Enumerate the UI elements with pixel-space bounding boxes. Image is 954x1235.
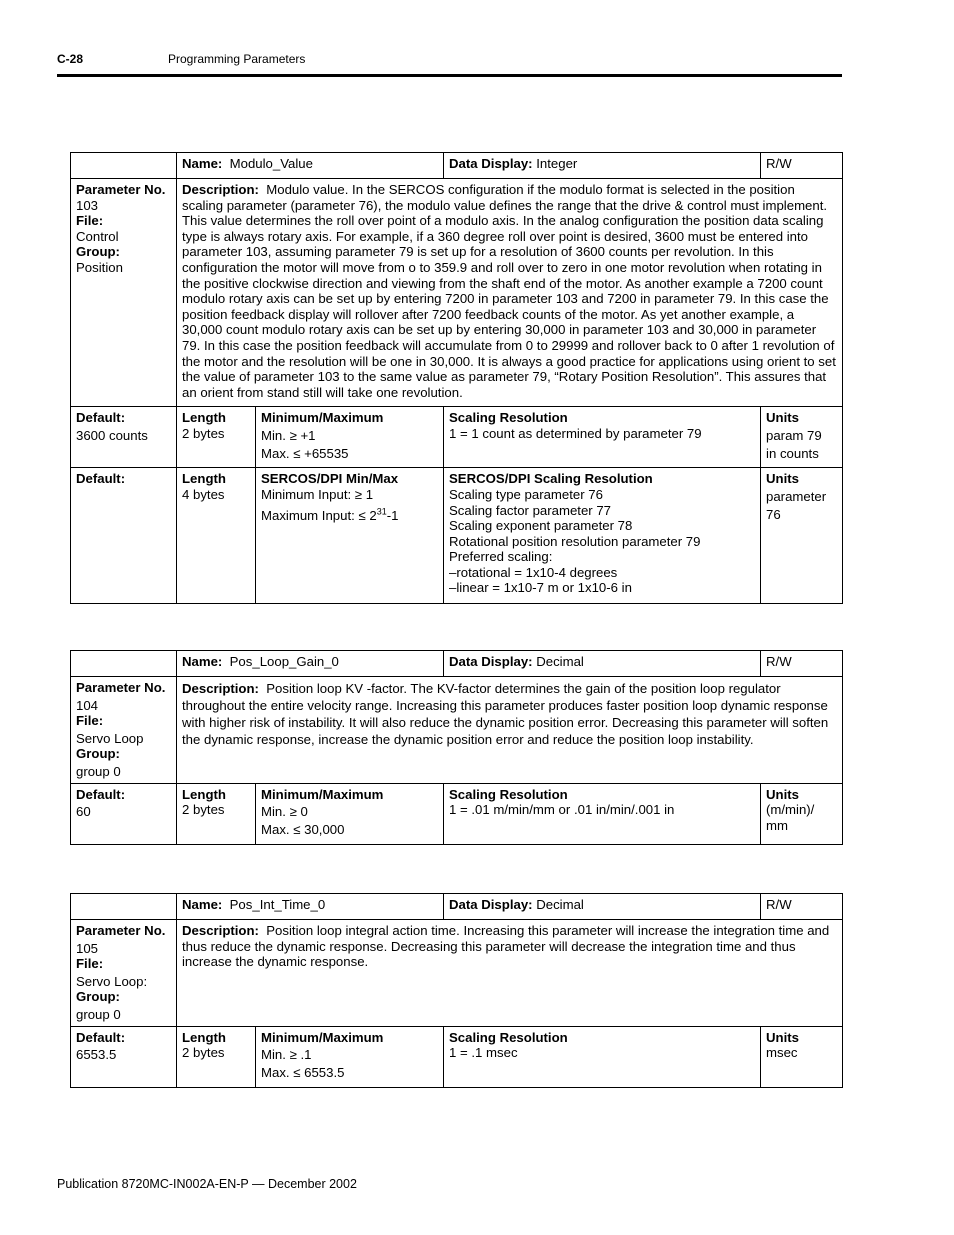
access-cell: R/W — [761, 651, 843, 677]
param-info-cell: Parameter No. 104 File: Servo Loop Group: group 0 — [71, 677, 177, 784]
data-display-cell: Data Display: Decimal — [444, 894, 761, 920]
section-title: Programming Parameters — [168, 52, 306, 66]
length-value: 2 bytes — [182, 802, 225, 818]
param-file: Control — [76, 228, 119, 244]
sercos-scaling-line: –rotational = 1x10-4 degrees — [449, 564, 618, 580]
length-cell: Length 2 bytes — [177, 407, 256, 468]
param-group: Position — [76, 259, 123, 275]
sercos-default-cell: Default: — [71, 468, 177, 604]
param-table-105 — [70, 893, 843, 1088]
units-value: param 79 — [766, 427, 822, 443]
units-value: msec — [766, 1045, 798, 1061]
length-value: 2 bytes — [182, 425, 225, 441]
min-value: Min. ≥ .1 — [261, 1047, 312, 1063]
description-text: Position loop integral action time. Increasing this parameter will increase the integration time and thus reduce the dynamic response. Decreasing this parameter will decrease the integration time and thus increase the dynamic response. — [182, 923, 830, 970]
description-text: Modulo value. In the SERCOS configuration if the modulo format is selected in the position scaling parameter (parameter 76), the modulo value defines the range that the drive & control must implement. This value determines the roll over point of a modulo axis. In the analog configuration the position data scaling type is always rotary axis. For example, if a 360 degree roll over point is desired, 3600 must be entered into parameter 103, assuming parameter 79 is set up for a resolution of 3600 counts per revolution. In this configuration the motor will move from o to 359.9 and roll over to zero in one motor revolution when rotating in the positive clockwise direction and viewing from the shaft end of the motor. As another example a 7200 count modulo rotary axis can be set up by entering 7200 in parameter 103 and 7200 in parameter 79. In this case the position feedback display will rollover after 7200 feedback counts of the motor. As yet another example, a 30,000 count modulo rotary axis can be set up by entering 30,000 in parameter 103 and 30,000 in parameter 79. In this case the position feedback will accumulate from 0 to 29999 and rollover back to 0 after 1 revolution of the motor and the resolution will be one in 30,000. It is always a good practice for applications using orient to set the value of parameter 103 to the same value as parameter 79, “Rotary Position Resolution”. This assures that an orient from stand still will take one revolution. — [182, 182, 836, 400]
sercos-scaling-line: Rotational position resolution parameter 79 — [449, 533, 701, 549]
sercos-scaling-line: –linear = 1x10-7 m or 1x10-6 in — [449, 580, 632, 596]
param-table-104 — [70, 650, 843, 845]
sercos-length-cell: Length 4 bytes — [177, 468, 256, 604]
default-cell: Default: 6553.5 — [71, 1026, 177, 1087]
data-display-value: Decimal — [536, 654, 584, 669]
param-group: group 0 — [76, 763, 121, 779]
data-display-value: Decimal — [536, 897, 584, 912]
scaling-value: 1 = .01 m/min/mm or .01 in/min/.001 in — [449, 802, 675, 818]
param-name-cell: Name: Modulo_Value — [177, 153, 444, 179]
data-display-cell: Data Display: Decimal — [444, 651, 761, 677]
max-value: Max. ≤ 30,000 — [261, 821, 345, 837]
param-info-cell: Parameter No. 103 File: Control Group: Position — [71, 179, 177, 407]
param-name: Pos_Int_Time_0 — [229, 897, 326, 912]
description-text: Position loop KV -factor. The KV-factor determines the gain of the position loop regulator throughout the entire velocity range. Increasing this parameter produces faster position loop dynamic response with higher risk of instability. It will also reduce the dynamic position error. Decreasing this parameter will soften the dynamic response, increase the dynamic position error and reduce the position loop instability. — [182, 681, 829, 747]
default-value: 3600 counts — [76, 427, 148, 443]
scaling-cell: Scaling Resolution 1 = .1 msec — [444, 1026, 761, 1087]
min-value: Min. ≥ 0 — [261, 804, 308, 820]
data-display-value: Integer — [536, 156, 578, 171]
units-cell: Units (m/min)/ mm — [761, 783, 843, 844]
param-number: 103 — [76, 197, 99, 213]
param-name-cell: Name: Pos_Int_Time_0 — [177, 894, 444, 920]
param-number: 104 — [76, 697, 99, 713]
units-value-2: in counts — [766, 445, 819, 461]
scaling-cell: Scaling Resolution 1 = .01 m/min/mm or .01 in/min/.001 in — [444, 783, 761, 844]
param-name-cell: Name: Pos_Loop_Gain_0 — [177, 651, 444, 677]
sercos-scaling-line: Scaling exponent parameter 78 — [449, 518, 633, 534]
min-value: Min. ≥ +1 — [261, 427, 316, 443]
param-table-103 — [70, 152, 843, 604]
sercos-length-value: 4 bytes — [182, 486, 225, 502]
param-file: Servo Loop — [76, 730, 144, 746]
description-cell: Description: Modulo value. In the SERCOS configuration if the modulo format is selected in the position scaling parameter (parameter 76), the modulo value defines the range that the drive & control must implement. This value determines the roll over point of a modulo axis. In the analog configuration the position data scaling type is always rotary axis. For example, if a 360 degree roll over point is desired, 3600 must be entered into parameter 103, assuming parameter 79 is set up for a resolution of 3600 counts per revolution. In this configuration the motor will move from o to 359.9 and roll over to zero in one motor revolution when rotating in the positive clockwise direction and viewing from the shaft end of the motor. As another example a 7200 count modulo rotary axis can be set up by entering 7200 in parameter 103 and 7200 in parameter 79. In this case the position feedback display will rollover after 7200 feedback counts of the motor. As yet another example, a 30,000 count modulo rotary axis can be set up by entering 30,000 in parameter 103 and 30,000 in parameter 79. In this case the position feedback will accumulate from 0 to 29999 and rollover back to 0 after 1 revolution of the motor and the resolution will be one in 30,000. It is always a good practice for applications using orient to set the value of parameter 103 to the same value as parameter 79, “Rotary Position Resolution”. This assures that an orient from stand still will take one revolution. — [177, 179, 843, 407]
param-info-cell: Parameter No. 105 File: Servo Loop: Group: group 0 — [71, 920, 177, 1027]
default-cell: Default: 3600 counts — [71, 407, 177, 468]
access-cell: R/W — [761, 153, 843, 179]
default-cell: Default: 60 — [71, 783, 177, 844]
scaling-cell: Scaling Resolution 1 = 1 count as determined by parameter 79 — [444, 407, 761, 468]
max-value: Max. ≤ +65535 — [261, 445, 349, 461]
data-display-cell: Data Display: Integer — [444, 153, 761, 179]
sercos-scaling-line: Scaling factor parameter 77 — [449, 502, 612, 518]
access-cell: R/W — [761, 894, 843, 920]
length-cell: Length 2 bytes — [177, 783, 256, 844]
units-cell: Units param 79 in counts — [761, 407, 843, 468]
description-cell: Description: Position loop KV -factor. The KV-factor determines the gain of the position loop regulator throughout the entire velocity range. Increasing this parameter produces faster position loop dynamic response with higher risk of instability. It will also reduce the dynamic position error. Decreasing this parameter will soften the dynamic response, increase the dynamic position error and reduce the position loop instability. — [177, 677, 843, 784]
sercos-units-cell: Units parameter 76 — [761, 468, 843, 604]
param-number: 105 — [76, 940, 99, 956]
header-rule — [57, 74, 842, 77]
sercos-scaling-line: Scaling type parameter 76 — [449, 486, 603, 502]
sercos-scaling-cell: SERCOS/DPI Scaling Resolution Scaling type parameter 76 Scaling factor parameter 77 Scaling exponent parameter 78 Rotational position resolution parameter 79 Preferred scaling: –rotational = 1x10-4 degrees –linear = 1x10-7 m or 1x10-6 in — [444, 468, 761, 604]
description-cell: Description: Position loop integral action time. Increasing this parameter will increase the integration time and thus reduce the dynamic response. Decreasing this parameter will decrease the integration time and thus increase the dynamic response. — [177, 920, 843, 1027]
length-value: 2 bytes — [182, 1045, 225, 1061]
min-max-cell: Minimum/Maximum Min. ≥ .1 Max. ≤ 6553.5 — [256, 1026, 444, 1087]
sercos-max-input: Maximum Input: ≤ $2^{31}-1$ — [261, 506, 399, 523]
sercos-units-value-2: 76 — [766, 506, 781, 522]
param-name: Pos_Loop_Gain_0 — [229, 654, 339, 669]
min-max-cell: Minimum/Maximum Min. ≥ +1 Max. ≤ +65535 — [256, 407, 444, 468]
max-value: Max. ≤ 6553.5 — [261, 1064, 345, 1080]
units-value-2: mm — [766, 817, 788, 833]
default-value: 60 — [76, 804, 91, 820]
page-number: C-28 — [57, 52, 84, 66]
param-group: group 0 — [76, 1006, 121, 1022]
units-cell: Units msec — [761, 1026, 843, 1087]
param-file: Servo Loop: — [76, 973, 148, 989]
length-cell: Length 2 bytes — [177, 1026, 256, 1087]
footer-publication: Publication 8720MC-IN002A-EN-P — December 2002 — [57, 1177, 357, 1191]
sercos-min-max-cell: SERCOS/DPI Min/Max Minimum Input: ≥ 1 Maximum Input: ≤ $2^{31}-1$ — [256, 468, 444, 604]
units-value: (m/min)/ — [766, 802, 815, 818]
default-value: 6553.5 — [76, 1047, 117, 1063]
scaling-value: 1 = 1 count as determined by parameter 79 — [449, 425, 702, 441]
sercos-scaling-line: Preferred scaling: — [449, 549, 553, 565]
sercos-units-value: parameter — [766, 488, 827, 504]
param-name: Modulo_Value — [229, 156, 313, 171]
sercos-min-input: Minimum Input: ≥ 1 — [261, 486, 374, 502]
min-max-cell: Minimum/Maximum Min. ≥ 0 Max. ≤ 30,000 — [256, 783, 444, 844]
scaling-value: 1 = .1 msec — [449, 1045, 518, 1061]
